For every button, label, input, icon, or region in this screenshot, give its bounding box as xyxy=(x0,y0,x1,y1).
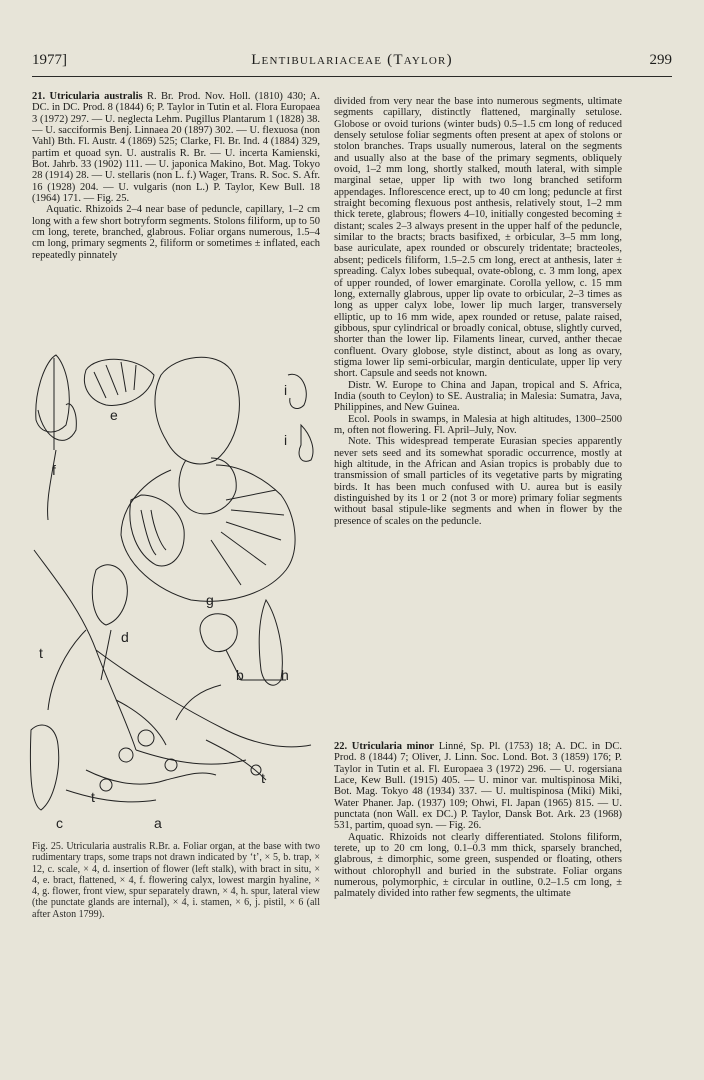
species-22-entry xyxy=(334,741,622,900)
species-21-distribution: Distr. W. Europe to China and Japan, tropical and S. Africa, India (south to Ceylon) to SE. Australia; in Malesia: Sumatra, Java, Philippines, and New Guinea. xyxy=(334,379,622,414)
figure-label-a: a xyxy=(154,815,162,830)
figure-label-t: t xyxy=(261,770,265,786)
figure-label-c: c xyxy=(56,815,63,830)
figure-label-b: b xyxy=(236,667,244,683)
figure-label-e: e xyxy=(110,407,118,423)
figure-label-f: f xyxy=(52,462,56,478)
figure-label-t: t xyxy=(91,789,95,805)
species-21-ecology: Ecol. Pools in swamps, in Malesia at high altitudes, 1300–2500 m, often not flowering. Fl. April–July, Nov. xyxy=(334,413,622,436)
species-21-citation: R. Br. Prod. Nov. Holl. (1810) 430; A. DC. in DC. Prod. 8 (1844) 6; P. Taylor in Tutin et al. Flora Europaea 3 (1972) 297. — U. neglecta Lehm. Pugillus Plantarum 1 (1828) 38. — U. sacciformis Benj. Linnaea 20 (1897) 302. — U. flexuosa (non Vahl) Bth. Fl. Austr. 4 (1869) 525; Clarke, Fl. Br. Ind. 4 (1884) 329, partim et quoad syn. U. australis R. Br. — U. incerta Kamienski, Bot. Jahrb. 33 (1902) 111. — U. japonica Makino, Bot. Mag. Tokyo 28 (1914) 28. — U. stellaris (non L. f.) Wager, Trans. R. Soc. S. Afr. 16 (1928) 204. — U. vulgaris (non L.) P. Taylor, Kew Bull. 18 (1964) 171. — Fig. 25. xyxy=(32,91,320,205)
figure-label-t: t xyxy=(39,645,43,661)
figure-caption: Fig. 25. Utricularia australis R.Br. a. Foliar organ, at the base with two rudimentary traps, some traps not drawn indicated by ‘t’, × 5, b. trap, × 12, c. scale, × 4, d. insertion of flower (left stalk), with bract in situ, × 4, e. bract, flattened, × 4, f. flowering calyx, lowest margin hyaline, × 4, g. flower, front view, spur separately drawn, × 4, h. spur, lateral view (the punctate glands are internal), × 4, i. stamen, × 6, j. pistil, × 6 (all after Aston 1799). xyxy=(32,841,320,920)
species-21-heading: 21. Utricularia australis xyxy=(32,91,143,102)
botanical-drawing xyxy=(26,350,326,830)
figure-label-g: g xyxy=(206,592,214,608)
left-column-text xyxy=(32,91,320,261)
header-title: Lentibulariaceae (Taylor) xyxy=(251,52,453,68)
species-21-description-start: Aquatic. Rhizoids 2–4 near base of peduncle, capillary, 1–2 cm long with a few short botryform segments. Stolons filiform, up to 50 cm long, terete, branched, glabrous. Foliar organs numerous, 1.5–4 cm long, primary segments 2, filiform or sometimes ± inflated, each repeatedly pinnately xyxy=(32,204,320,261)
header-rule xyxy=(32,76,672,77)
figure-label-h: h xyxy=(281,667,289,683)
figure-label-i: i xyxy=(284,432,288,448)
species-22-citation: Linné, Sp. Pl. (1753) 18; A. DC. in DC. Prod. 8 (1844) 7; Oliver, J. Linn. Soc. Lond. Bot. 3 (1859) 176; P. Taylor in Tutin et al. Fl. Europaea 3 (1972) 296. — U. rogersiana Lace, Kew Bull. (1915) 405. — U. minor var. multispinosa Miki, Bot. Mag. Tokyo 48 (1934) 337. — U. multispinosa (Miki) Miki, Water Phaner. Jap. (1937) 109; Ohwi, Fl. Japan (1965) 815. — U. punctata (non Wall. ex DC.) P. Taylor, Dansk Bot. Ark. 23 (1968) 531, partim, quoad syn. — Fig. 26. xyxy=(334,741,622,832)
species-21-description-cont: divided from very near the base into numerous segments, ultimate segments capillary, distinctly flattened, marginally setulose. Globose or ovoid turions (winter buds) 0.5–1.5 cm long of reduced densely setulose foliar segments often present at apex of stolons or stolon branches. Traps usually numerous, lateral on the segments and usually also at the base of the primary segments, obliquely ovoid, 1–2 mm long, shortly stalked, mouth lateral, with simple marginal setae, upper lip with two long branched setiform appendages. Inflorescence erect, up to 40 cm long; peduncle at first straight becoming flexuous post anthesis, relatively stout, 1–2 mm thick terete, glabrous; flowers 4–10, initially congested becoming ± distant; scales 2–3 always present in the upper half of the peduncle, similar to the bracts; bracts basifixed, ± orbicular, 3–5 mm long, base auriculate, apex rounded or obscurely tridentate; bracteoles, absent; pedicels filiform, 1.5–2.5 cm long, erect at anthesis, later ± spreading. Calyx lobes subequal, ovate-oblong, c. 3 mm long, apex of upper rounded, of lower emarginate. Corolla yellow, c. 15 mm long, externally glabrous, upper lip ovate to orbicular, 2–3 times as long as upper calyx lobe, lower lip much larger, transversely elliptic, up to 16 mm wide, apex rounded or retuse, palate raised, gibbous, spur cylindrical or broadly conical, obtuse, slightly curved, shorter than the lower lip. Filaments linear, curved, anther thecae confluent. Ovary globose, style distinct, about as long as ovary, stigma lower lip semi-orbicular, margin denticulate, upper lip very short. Capsule and seeds not known. xyxy=(334,96,622,380)
right-column-text xyxy=(334,96,622,527)
running-header xyxy=(32,52,672,76)
species-22-description: Aquatic. Rhizoids not clearly differentiated. Stolons filiform, terete, up to 20 cm long, 0.1–0.3 mm thick, sparsely branched, glabrous, ± dimorphic, some green, suspended or floating, others without chlorophyll and buried in the substrate. Foliar organs numerous, polymorphic, ± circular in outline, 0.2–1.5 cm long, ± palmately divided into rather few segments, the ultimate xyxy=(334,831,622,900)
page-number: 299 xyxy=(649,52,672,68)
figure-25-illustration xyxy=(26,350,326,830)
species-22-heading: 22. Utricularia minor xyxy=(334,741,435,752)
header-year: 1977] xyxy=(32,52,67,68)
species-21-note: Note. This widespread temperate Eurasian species apparently never sets seed and its somewhat sporadic occurrence, mostly at high altitude, in the African and Asian tropics is probably due to transmission of small particles of its vegetative parts by migrating birds. It has been much confused with U. aurea but is easily distinguished by its 1 or 2 (not 3 or more) primary foliar segments without basal stipule-like segments and when in flower by the presence of scales on the peduncle. xyxy=(334,436,622,527)
figure-label-i: i xyxy=(284,382,288,398)
figure-label-d: d xyxy=(121,629,129,645)
